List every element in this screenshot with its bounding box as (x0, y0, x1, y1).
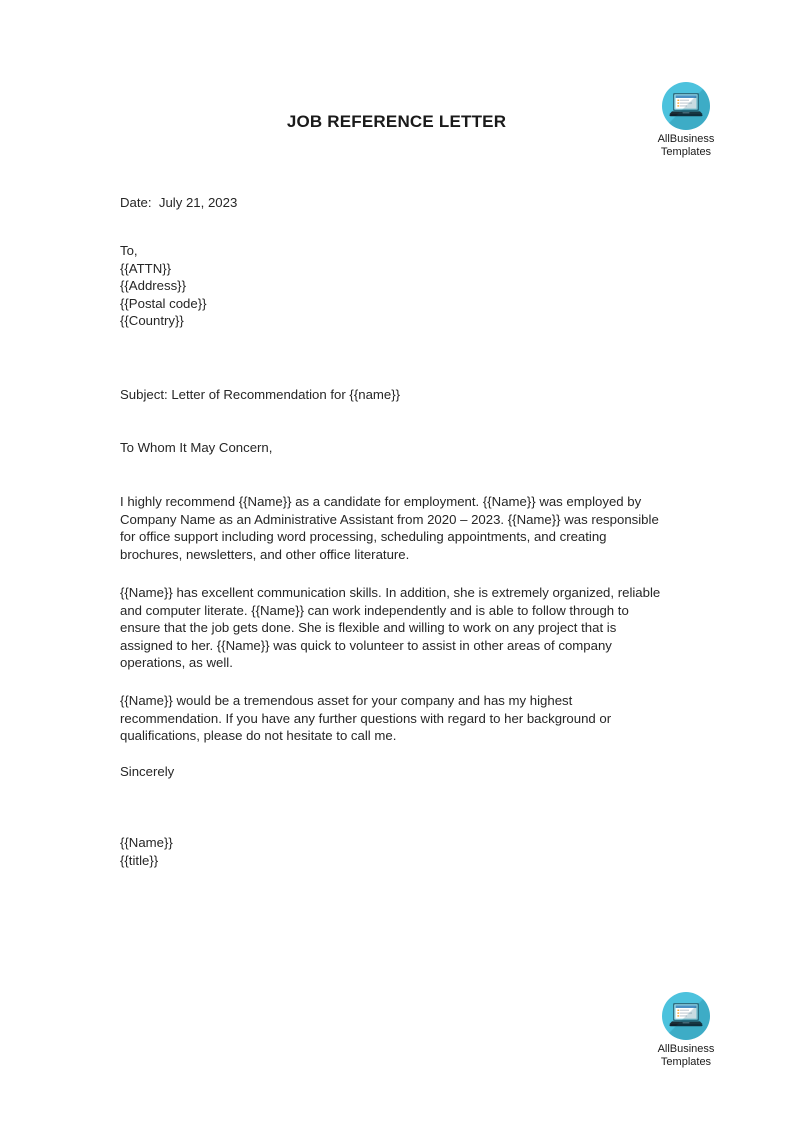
page-title: JOB REFERENCE LETTER (286, 112, 507, 131)
recipient-block (120, 242, 672, 330)
body-paragraph-3 (120, 692, 672, 745)
closing-line (120, 763, 672, 781)
recipient-postal-code: {{Postal code}} (120, 295, 207, 311)
logo-text-line1: AllBusiness (657, 1043, 715, 1055)
logo-text (638, 133, 734, 159)
closing-text: Sincerely (120, 764, 175, 779)
signature-title: {{title}} (120, 852, 159, 868)
date-text: Date: July 21, 2023 (120, 195, 238, 210)
date-line (120, 194, 672, 212)
recipient-to: To, (120, 243, 138, 258)
logo-text-line2: Templates (660, 1056, 712, 1068)
body-paragraph-1 (120, 493, 672, 563)
body-paragraph-1-text: I highly recommend {{Name}} as a candidate for employment. {{Name}} was employed by Company Name as an Administrative Assistant from 2020 – 2023. {{Name}} was responsible for office support including word processing, scheduling appointments, and creating brochures, newsletters, and other office literature. (120, 494, 659, 562)
header-logo (638, 82, 734, 159)
signature-block (120, 834, 672, 869)
body-paragraph-3-text: {{Name}} would be a tremendous asset for your company and has my highest recommendation. If you have any further questions with regard to her background or qualifications, please do not hesitate to call me. (120, 693, 612, 743)
logo-text-line2: Templates (660, 146, 712, 158)
logo-text (638, 1043, 734, 1069)
salutation (120, 439, 672, 457)
body-paragraph-2 (120, 584, 672, 672)
recipient-address: {{Address}} (120, 278, 186, 293)
footer-logo (638, 992, 734, 1069)
subject-text: Subject: Letter of Recommendation for {{name}} (120, 387, 401, 402)
laptop-icon (662, 992, 710, 1040)
salutation-text: To Whom It May Concern, (120, 440, 273, 455)
recipient-attn: {{ATTN}} (120, 260, 172, 276)
recipient-country: {{Country}} (120, 313, 184, 328)
subject-line (120, 386, 672, 404)
signature-name: {{Name}} (120, 835, 173, 850)
laptop-icon (662, 82, 710, 130)
body-paragraph-2-text: {{Name}} has excellent communication skills. In addition, she is extremely organized, reliable and computer literate. {{Name}} can work independently and is able to follow through to ensure that the job gets done. She is flexible and willing to work on any project that is assigned to her. {{Name}} was quick to volunteer to assist in other areas of company operations, as well. (120, 585, 661, 670)
logo-text-line1: AllBusiness (657, 133, 715, 145)
